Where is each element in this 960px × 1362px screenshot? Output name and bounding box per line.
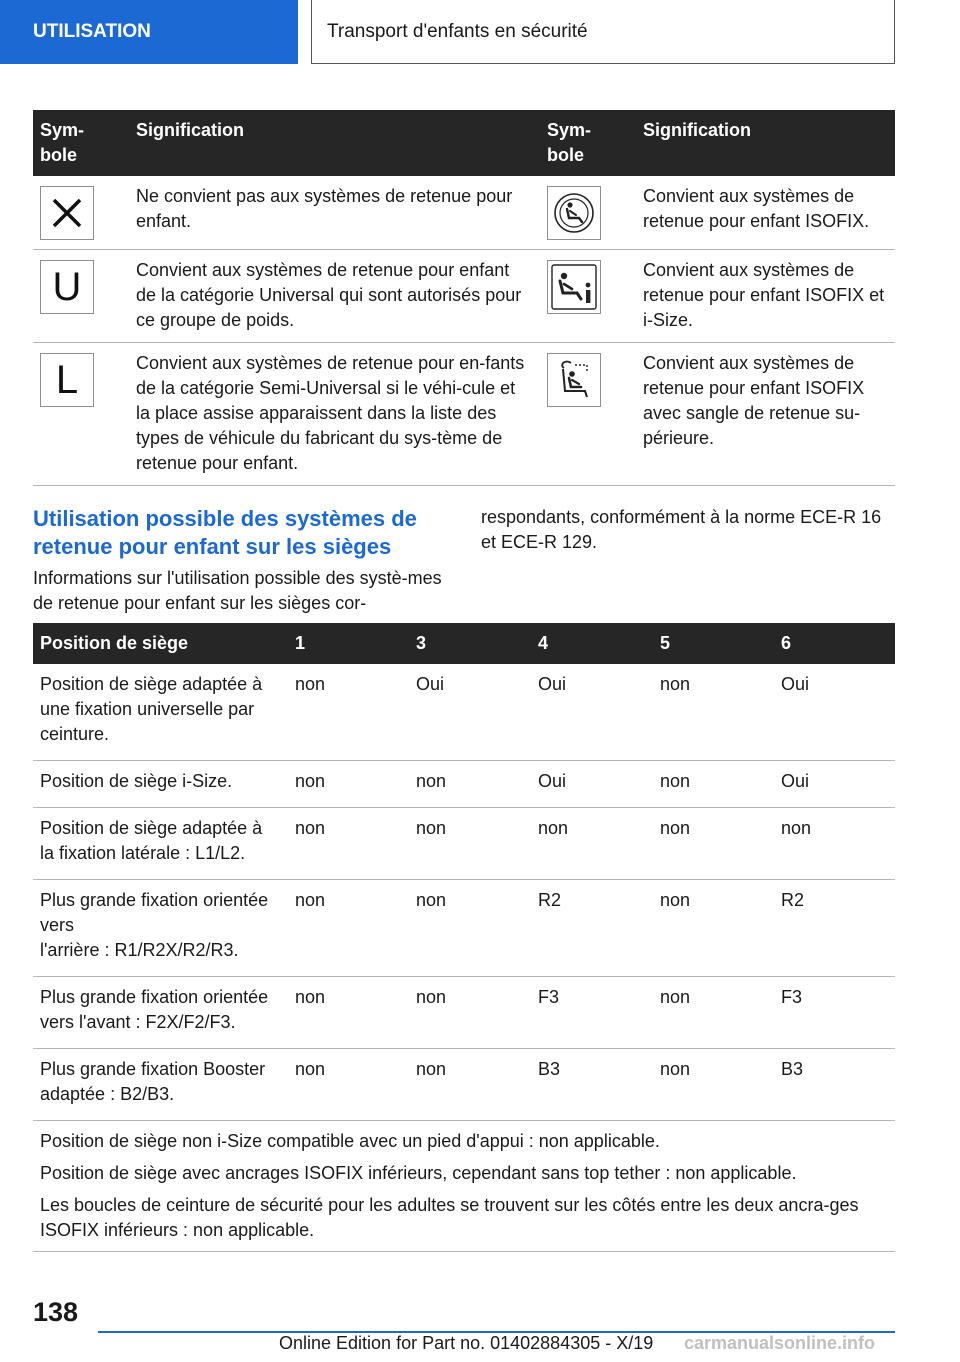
- table-cell: Plus grande fixation Booster adaptée : B2/B3.: [33, 1049, 288, 1121]
- table-cell: non: [409, 977, 531, 1049]
- table-cell: non: [653, 1049, 774, 1121]
- table-cell: Position de siège i-Size.: [33, 761, 288, 808]
- table-cell: non: [288, 1049, 409, 1121]
- table-cell: B3: [531, 1049, 653, 1121]
- isofix-top-tether-icon: [547, 353, 601, 407]
- isofix-seat-icon: [547, 186, 601, 240]
- table-cell: Plus grande fixation orientée vers l'arrière : R1/R2X/R2/R3.: [33, 880, 288, 977]
- table-row: [33, 664, 895, 761]
- table-cell: Position de siège adaptée à une fixation universelle par ceinture.: [33, 664, 288, 761]
- table-cell: non: [288, 761, 409, 808]
- table-cell: Position de siège adaptée à la fixation latérale : L1/L2.: [33, 808, 288, 880]
- header-chapter-title: Transport d'enfants en sécurité: [327, 20, 588, 42]
- table-cell: non: [288, 664, 409, 761]
- symbol-letter: L: [55, 358, 79, 402]
- table-cell: Oui: [531, 761, 653, 808]
- footer-watermark: carmanualsonline.info: [684, 1333, 876, 1353]
- table-cell: non: [531, 808, 653, 880]
- symbol-meaning: Convient aux systèmes de retenue pour enfant ISOFIX.: [636, 176, 895, 250]
- meaning-column-header: Signification: [129, 110, 540, 176]
- symbol-meaning: Convient aux systèmes de retenue pour enfant ISOFIX avec sangle de retenue su-périeure.: [636, 343, 895, 486]
- symbol-column-header: Sym- bole: [33, 110, 129, 176]
- table-cell: non: [288, 808, 409, 880]
- column-header: 1: [288, 623, 409, 664]
- column-header: 4: [531, 623, 653, 664]
- column-header: Position de siège: [33, 623, 288, 664]
- symbol-meaning: Convient aux systèmes de retenue pour enfant de la catégorie Universal qui sont autorisés pour ce groupe de poids.: [129, 250, 540, 343]
- table-cell: non: [288, 977, 409, 1049]
- table-row: [33, 880, 895, 977]
- symbol-letter: U: [52, 265, 82, 309]
- table-cell: F3: [774, 977, 895, 1049]
- cross-icon: [40, 186, 94, 240]
- table-cell: Oui: [774, 664, 895, 761]
- table-row: [33, 250, 895, 343]
- symbol-meaning: Convient aux systèmes de retenue pour en-fants de la catégorie Semi-Universal si le véhi-cule et la place assise apparaissent dans la liste des types de véhicule du fabricant du sys-tème de retenue pour enfant.: [129, 343, 540, 486]
- note-text: Position de siège non i-Size compatible avec un pied d'appui : non applicable.: [40, 1131, 660, 1151]
- table-cell: non: [653, 808, 774, 880]
- section-body-right: respondants, conformément à la norme ECE-R 16 et ECE-R 129.: [481, 507, 882, 552]
- table-row: [33, 343, 895, 486]
- symbol-table: [33, 110, 895, 486]
- table-cell: non: [653, 664, 774, 761]
- table-cell: R2: [774, 880, 895, 977]
- header-section-label: UTILISATION: [33, 21, 151, 42]
- table-cell: non: [409, 1049, 531, 1121]
- seat-position-table-header: [33, 623, 895, 664]
- table-cell: Oui: [774, 761, 895, 808]
- symbol-table-header: [33, 110, 895, 176]
- table-cell: Oui: [531, 664, 653, 761]
- universal-u-icon: [40, 260, 94, 314]
- table-cell: non: [653, 977, 774, 1049]
- isofix-i-size-icon: [547, 260, 601, 314]
- symbol-column-header-2: Sym- bole: [540, 110, 636, 176]
- seat-position-table: [33, 623, 895, 1252]
- table-cell: F3: [531, 977, 653, 1049]
- column-header: 3: [409, 623, 531, 664]
- table-cell: non: [653, 880, 774, 977]
- meaning-column-header-2: Signification: [636, 110, 895, 176]
- table-cell: Oui: [409, 664, 531, 761]
- table-notes: [33, 1121, 895, 1252]
- table-cell: non: [409, 808, 531, 880]
- note-text: Les boucles de ceinture de sécurité pour les adultes se trouvent sur les côtés entre les deux ancra-ges ISOFIX inférieurs : non applicable.: [40, 1195, 859, 1240]
- symbol-meaning: Ne convient pas aux systèmes de retenue pour enfant.: [129, 176, 540, 250]
- semi-universal-l-icon: [40, 353, 94, 407]
- table-row: [33, 808, 895, 880]
- column-header: 5: [653, 623, 774, 664]
- column-header: 6: [774, 623, 895, 664]
- header-section-tab: [0, 0, 298, 64]
- table-row: [33, 176, 895, 250]
- table-cell: non: [409, 880, 531, 977]
- header-chapter-box: [311, 0, 895, 64]
- table-notes-row: [33, 1121, 895, 1252]
- note-text: Position de siège avec ancrages ISOFIX inférieurs, cependant sans top tether : non applicable.: [40, 1163, 797, 1183]
- table-row: [33, 977, 895, 1049]
- table-cell: B3: [774, 1049, 895, 1121]
- table-cell: non: [774, 808, 895, 880]
- table-cell: non: [288, 880, 409, 977]
- section-body-left: Informations sur l'utilisation possible des systè-mes de retenue pour enfant sur les sièges cor-: [33, 568, 442, 613]
- symbol-meaning: Convient aux systèmes de retenue pour enfant ISOFIX et i-Size.: [636, 250, 895, 343]
- table-cell: R2: [531, 880, 653, 977]
- table-cell: non: [409, 761, 531, 808]
- table-row: [33, 1049, 895, 1121]
- table-cell: Plus grande fixation orientée vers l'avant : F2X/F2/F3.: [33, 977, 288, 1049]
- table-cell: non: [653, 761, 774, 808]
- section-title: Utilisation possible des systèmes de retenue pour enfant sur les sièges: [33, 506, 417, 559]
- footer-edition: Online Edition for Part no. 01402884305 - X/19: [279, 1333, 654, 1353]
- page-number: 138: [33, 1297, 79, 1327]
- table-row: [33, 761, 895, 808]
